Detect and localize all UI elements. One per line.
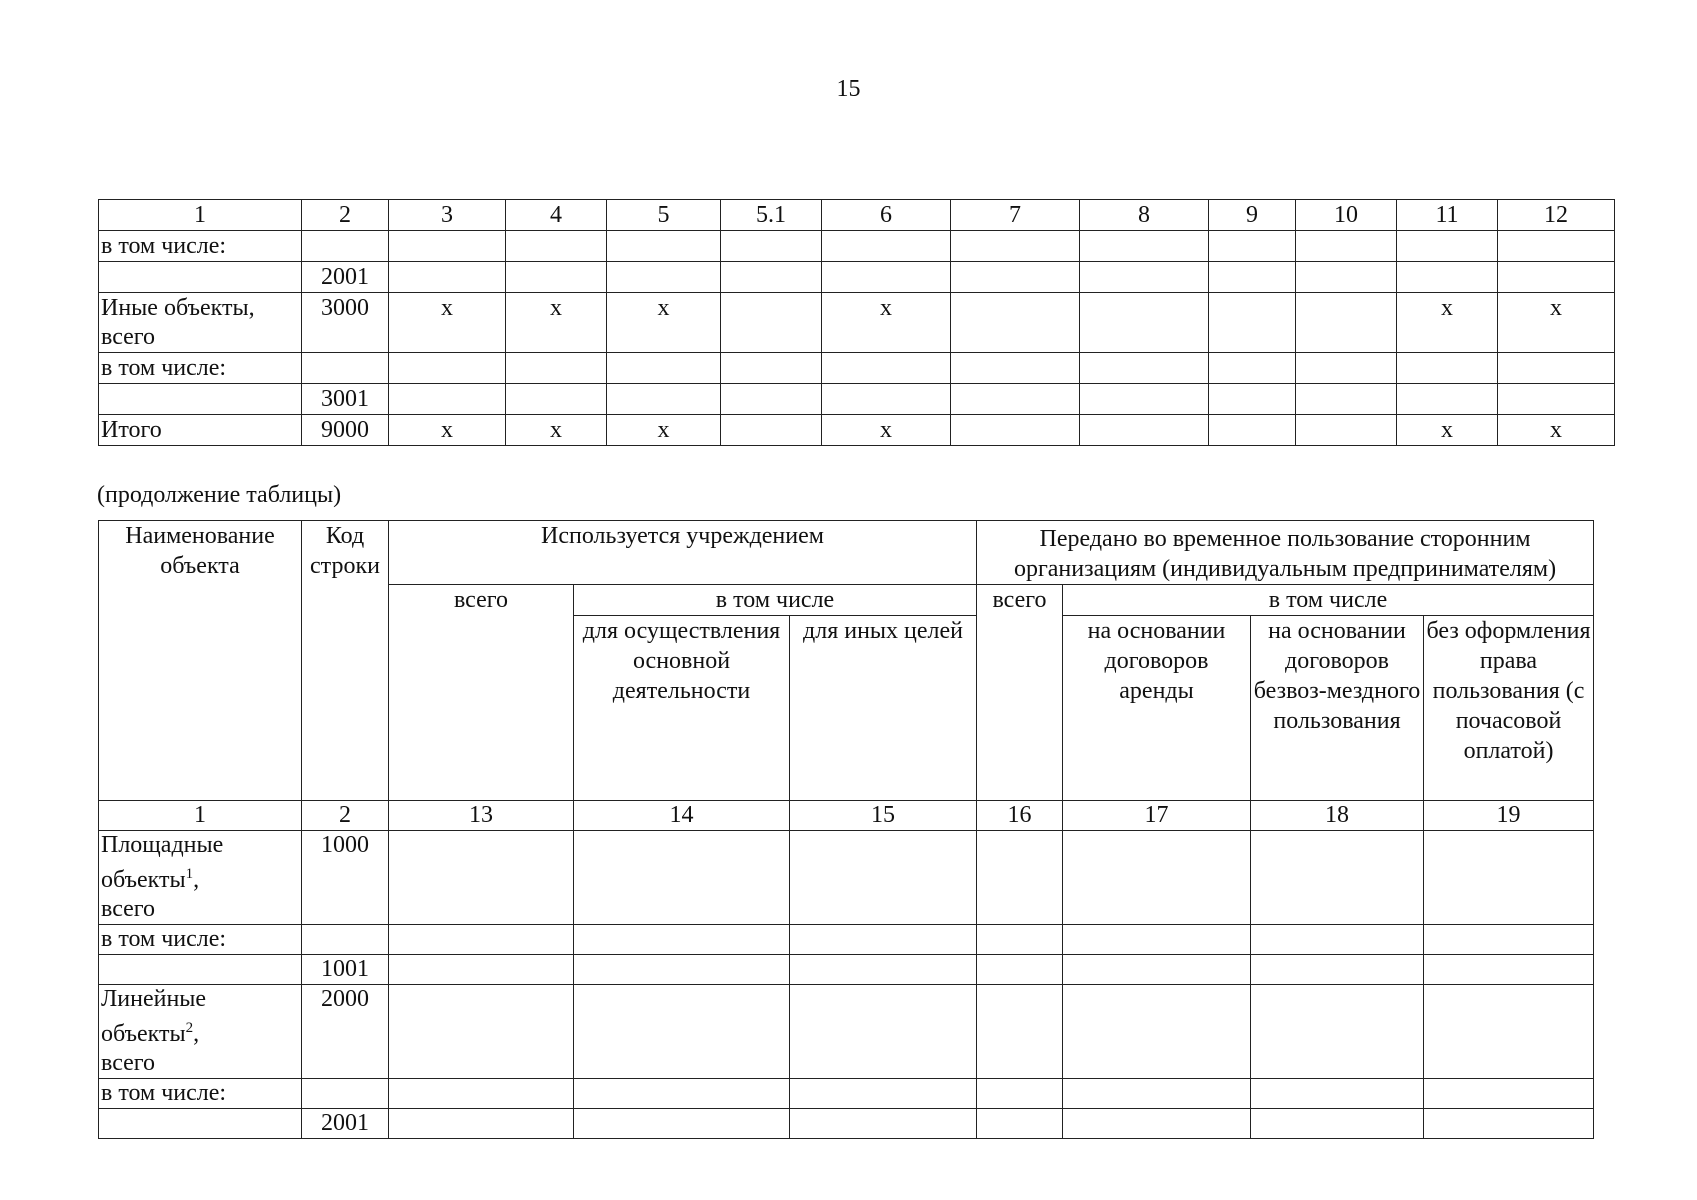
col-number: 8	[1080, 200, 1209, 231]
table-row	[99, 955, 1594, 985]
col-number: 7	[951, 200, 1080, 231]
data-cell	[1498, 262, 1615, 293]
row-code-cell: 2000	[302, 985, 389, 1079]
col-number: 2	[302, 200, 389, 231]
data-cell	[721, 415, 822, 446]
data-cell	[1424, 831, 1594, 925]
data-cell	[506, 384, 607, 415]
data-cell	[506, 262, 607, 293]
data-cell	[721, 262, 822, 293]
row-code-cell: 9000	[302, 415, 389, 446]
header-other-purposes: для иных целей	[790, 616, 977, 801]
page-number: 15	[836, 76, 861, 102]
header-used-total: всего	[389, 585, 574, 801]
header-transferred-temporary-use: Передано во временное пользование сторонним организациям (индивидуальным предпринимателям)	[977, 521, 1594, 585]
column-number-row	[99, 801, 1594, 831]
data-cell	[721, 384, 822, 415]
header-object-name: Наименование объекта	[99, 521, 302, 801]
continuation-table	[98, 520, 1594, 1139]
table-row	[99, 415, 1615, 446]
data-cell	[1296, 293, 1397, 353]
data-cell	[977, 1079, 1063, 1109]
table-row	[99, 293, 1615, 353]
row-code-cell: 1000	[302, 831, 389, 925]
object-name-line: объекты	[101, 1021, 186, 1047]
row-code-cell: 3000	[302, 293, 389, 353]
data-cell: x	[506, 415, 607, 446]
object-name-cell	[99, 1079, 302, 1109]
table-row	[99, 262, 1615, 293]
data-cell	[1063, 1079, 1251, 1109]
data-cell	[1251, 831, 1424, 925]
data-cell: x	[822, 293, 951, 353]
data-cell	[790, 1109, 977, 1139]
data-cell	[1251, 1079, 1424, 1109]
data-cell: x	[607, 415, 721, 446]
data-cell	[607, 231, 721, 262]
data-cell	[1251, 1109, 1424, 1139]
table-row	[99, 384, 1615, 415]
data-cell	[1251, 985, 1424, 1079]
data-cell	[389, 262, 506, 293]
col-number: 13	[389, 801, 574, 831]
footnote-mark: 2	[185, 1020, 194, 1036]
object-name-line: объекты	[101, 867, 186, 893]
data-cell	[389, 384, 506, 415]
data-cell	[977, 831, 1063, 925]
data-cell	[951, 231, 1080, 262]
data-cell	[607, 384, 721, 415]
col-number: 11	[1397, 200, 1498, 231]
data-cell	[1397, 262, 1498, 293]
header-free-use-agreements: на основании договоров безвоз-мездного пользования	[1251, 616, 1424, 801]
row-code-cell	[302, 1079, 389, 1109]
object-name-line: Площадные	[101, 832, 224, 858]
continuation-caption: (продолжение таблицы)	[97, 482, 342, 508]
row-code-cell	[302, 231, 389, 262]
data-cell	[951, 353, 1080, 384]
data-cell	[389, 955, 574, 985]
data-cell	[951, 415, 1080, 446]
data-cell	[1209, 384, 1296, 415]
header-main-activity: для осуществления основной деятельности	[574, 616, 790, 801]
data-cell: x	[1397, 415, 1498, 446]
data-cell	[506, 353, 607, 384]
data-cell: x	[506, 293, 607, 353]
data-cell: x	[389, 415, 506, 446]
header-lease-agreements: на основании договоров аренды	[1063, 616, 1251, 801]
data-cell	[1397, 353, 1498, 384]
col-number: 9	[1209, 200, 1296, 231]
object-name-line: Линейные	[101, 986, 207, 1012]
header-row-code: Код строки	[302, 521, 389, 801]
row-code-cell	[302, 925, 389, 955]
data-cell	[977, 985, 1063, 1079]
data-cell	[1424, 955, 1594, 985]
header-transferred-including: в том числе	[1063, 585, 1594, 616]
data-cell	[1251, 955, 1424, 985]
col-number: 18	[1251, 801, 1424, 831]
data-cell	[1080, 384, 1209, 415]
row-code-cell: 1001	[302, 955, 389, 985]
data-cell	[389, 1079, 574, 1109]
data-cell	[1424, 925, 1594, 955]
col-number: 1	[99, 200, 302, 231]
table-row	[99, 985, 1594, 1079]
data-cell	[1080, 415, 1209, 446]
col-number: 1	[99, 801, 302, 831]
data-cell	[574, 985, 790, 1079]
col-number: 16	[977, 801, 1063, 831]
data-cell	[790, 985, 977, 1079]
data-cell	[1209, 353, 1296, 384]
table-row	[99, 231, 1615, 262]
data-cell	[574, 831, 790, 925]
data-cell	[822, 262, 951, 293]
data-cell	[574, 925, 790, 955]
object-name-line: всего	[101, 1050, 156, 1076]
object-name-cell: Линейные объекты$^2$, всего	[99, 985, 302, 1079]
data-cell	[1209, 415, 1296, 446]
data-cell	[1424, 1079, 1594, 1109]
col-number: 4	[506, 200, 607, 231]
data-cell	[607, 353, 721, 384]
data-cell	[1498, 231, 1615, 262]
data-cell	[721, 293, 822, 353]
data-cell	[721, 231, 822, 262]
row-code-cell: 3001	[302, 384, 389, 415]
data-cell	[790, 955, 977, 985]
object-name-line: в том числе:	[101, 926, 227, 952]
header-used-including: в том числе	[574, 585, 977, 616]
footnote-mark: 1	[185, 866, 194, 882]
data-cell	[951, 293, 1080, 353]
object-name-cell	[99, 1109, 302, 1139]
column-number-row	[99, 200, 1615, 231]
data-cell	[574, 1079, 790, 1109]
data-cell	[790, 1079, 977, 1109]
data-cell	[977, 925, 1063, 955]
data-cell	[1063, 831, 1251, 925]
data-cell	[951, 262, 1080, 293]
data-cell	[1080, 353, 1209, 384]
data-cell: x	[1498, 293, 1615, 353]
data-cell	[607, 262, 721, 293]
col-number: 15	[790, 801, 977, 831]
data-cell	[1296, 262, 1397, 293]
data-cell	[977, 1109, 1063, 1139]
data-cell	[1397, 384, 1498, 415]
data-cell	[389, 1109, 574, 1139]
data-cell	[574, 1109, 790, 1139]
table-row	[99, 831, 1594, 925]
data-cell	[1251, 925, 1424, 955]
data-cell	[389, 353, 506, 384]
object-name-cell	[99, 925, 302, 955]
data-cell	[389, 985, 574, 1079]
col-number: 19	[1424, 801, 1594, 831]
table-row	[99, 1079, 1594, 1109]
data-cell	[1209, 231, 1296, 262]
top-table	[98, 199, 1615, 446]
object-name-cell	[99, 262, 302, 293]
data-cell	[951, 384, 1080, 415]
col-number: 5	[607, 200, 721, 231]
col-number: 17	[1063, 801, 1251, 831]
col-number: 12	[1498, 200, 1615, 231]
col-number: 6	[822, 200, 951, 231]
object-name-line: всего	[101, 896, 156, 922]
data-cell	[1063, 955, 1251, 985]
object-name-cell: Площадные объекты$^1$, всего	[99, 831, 302, 925]
table-row	[99, 925, 1594, 955]
data-cell	[1498, 384, 1615, 415]
data-cell: x	[1498, 415, 1615, 446]
data-cell	[1296, 231, 1397, 262]
data-cell	[574, 955, 790, 985]
data-cell: x	[822, 415, 951, 446]
data-cell: x	[389, 293, 506, 353]
data-cell	[790, 925, 977, 955]
data-cell	[1296, 415, 1397, 446]
data-cell	[1063, 1109, 1251, 1139]
object-name-cell: в том числе:	[99, 353, 302, 384]
col-number: 3	[389, 200, 506, 231]
data-cell	[1397, 231, 1498, 262]
object-name-cell: Иные объекты, всего	[99, 293, 302, 353]
header-transferred-total: всего	[977, 585, 1063, 801]
data-cell	[1296, 353, 1397, 384]
data-cell	[1209, 293, 1296, 353]
object-name-cell	[99, 955, 302, 985]
col-number: 10	[1296, 200, 1397, 231]
table-row	[99, 353, 1615, 384]
object-name-line: в том числе:	[101, 1080, 227, 1106]
data-cell	[1080, 293, 1209, 353]
data-cell	[389, 831, 574, 925]
data-cell: x	[607, 293, 721, 353]
data-cell	[822, 384, 951, 415]
data-cell	[1498, 353, 1615, 384]
header-no-registration: без оформления права пользования (с почасовой оплатой)	[1424, 616, 1594, 801]
col-number: 5.1	[721, 200, 822, 231]
object-name-cell: Итого	[99, 415, 302, 446]
data-cell	[1080, 231, 1209, 262]
data-cell	[1063, 925, 1251, 955]
data-cell	[1080, 262, 1209, 293]
data-cell	[1063, 985, 1251, 1079]
row-code-cell: 2001	[302, 262, 389, 293]
row-code-cell	[302, 353, 389, 384]
object-name-cell	[99, 384, 302, 415]
data-cell	[1424, 1109, 1594, 1139]
data-cell	[721, 353, 822, 384]
data-cell	[1209, 262, 1296, 293]
data-cell	[1296, 384, 1397, 415]
data-cell	[977, 955, 1063, 985]
data-cell	[790, 831, 977, 925]
data-cell	[389, 231, 506, 262]
data-cell: x	[1397, 293, 1498, 353]
data-cell	[389, 925, 574, 955]
data-cell	[822, 231, 951, 262]
object-name-cell: в том числе:	[99, 231, 302, 262]
col-number: 14	[574, 801, 790, 831]
data-cell	[822, 353, 951, 384]
table-row	[99, 1109, 1594, 1139]
data-cell	[506, 231, 607, 262]
col-number: 2	[302, 801, 389, 831]
data-cell	[1424, 985, 1594, 1079]
row-code-cell: 2001	[302, 1109, 389, 1139]
header-used-by-institution: Используется учреждением	[389, 521, 977, 585]
